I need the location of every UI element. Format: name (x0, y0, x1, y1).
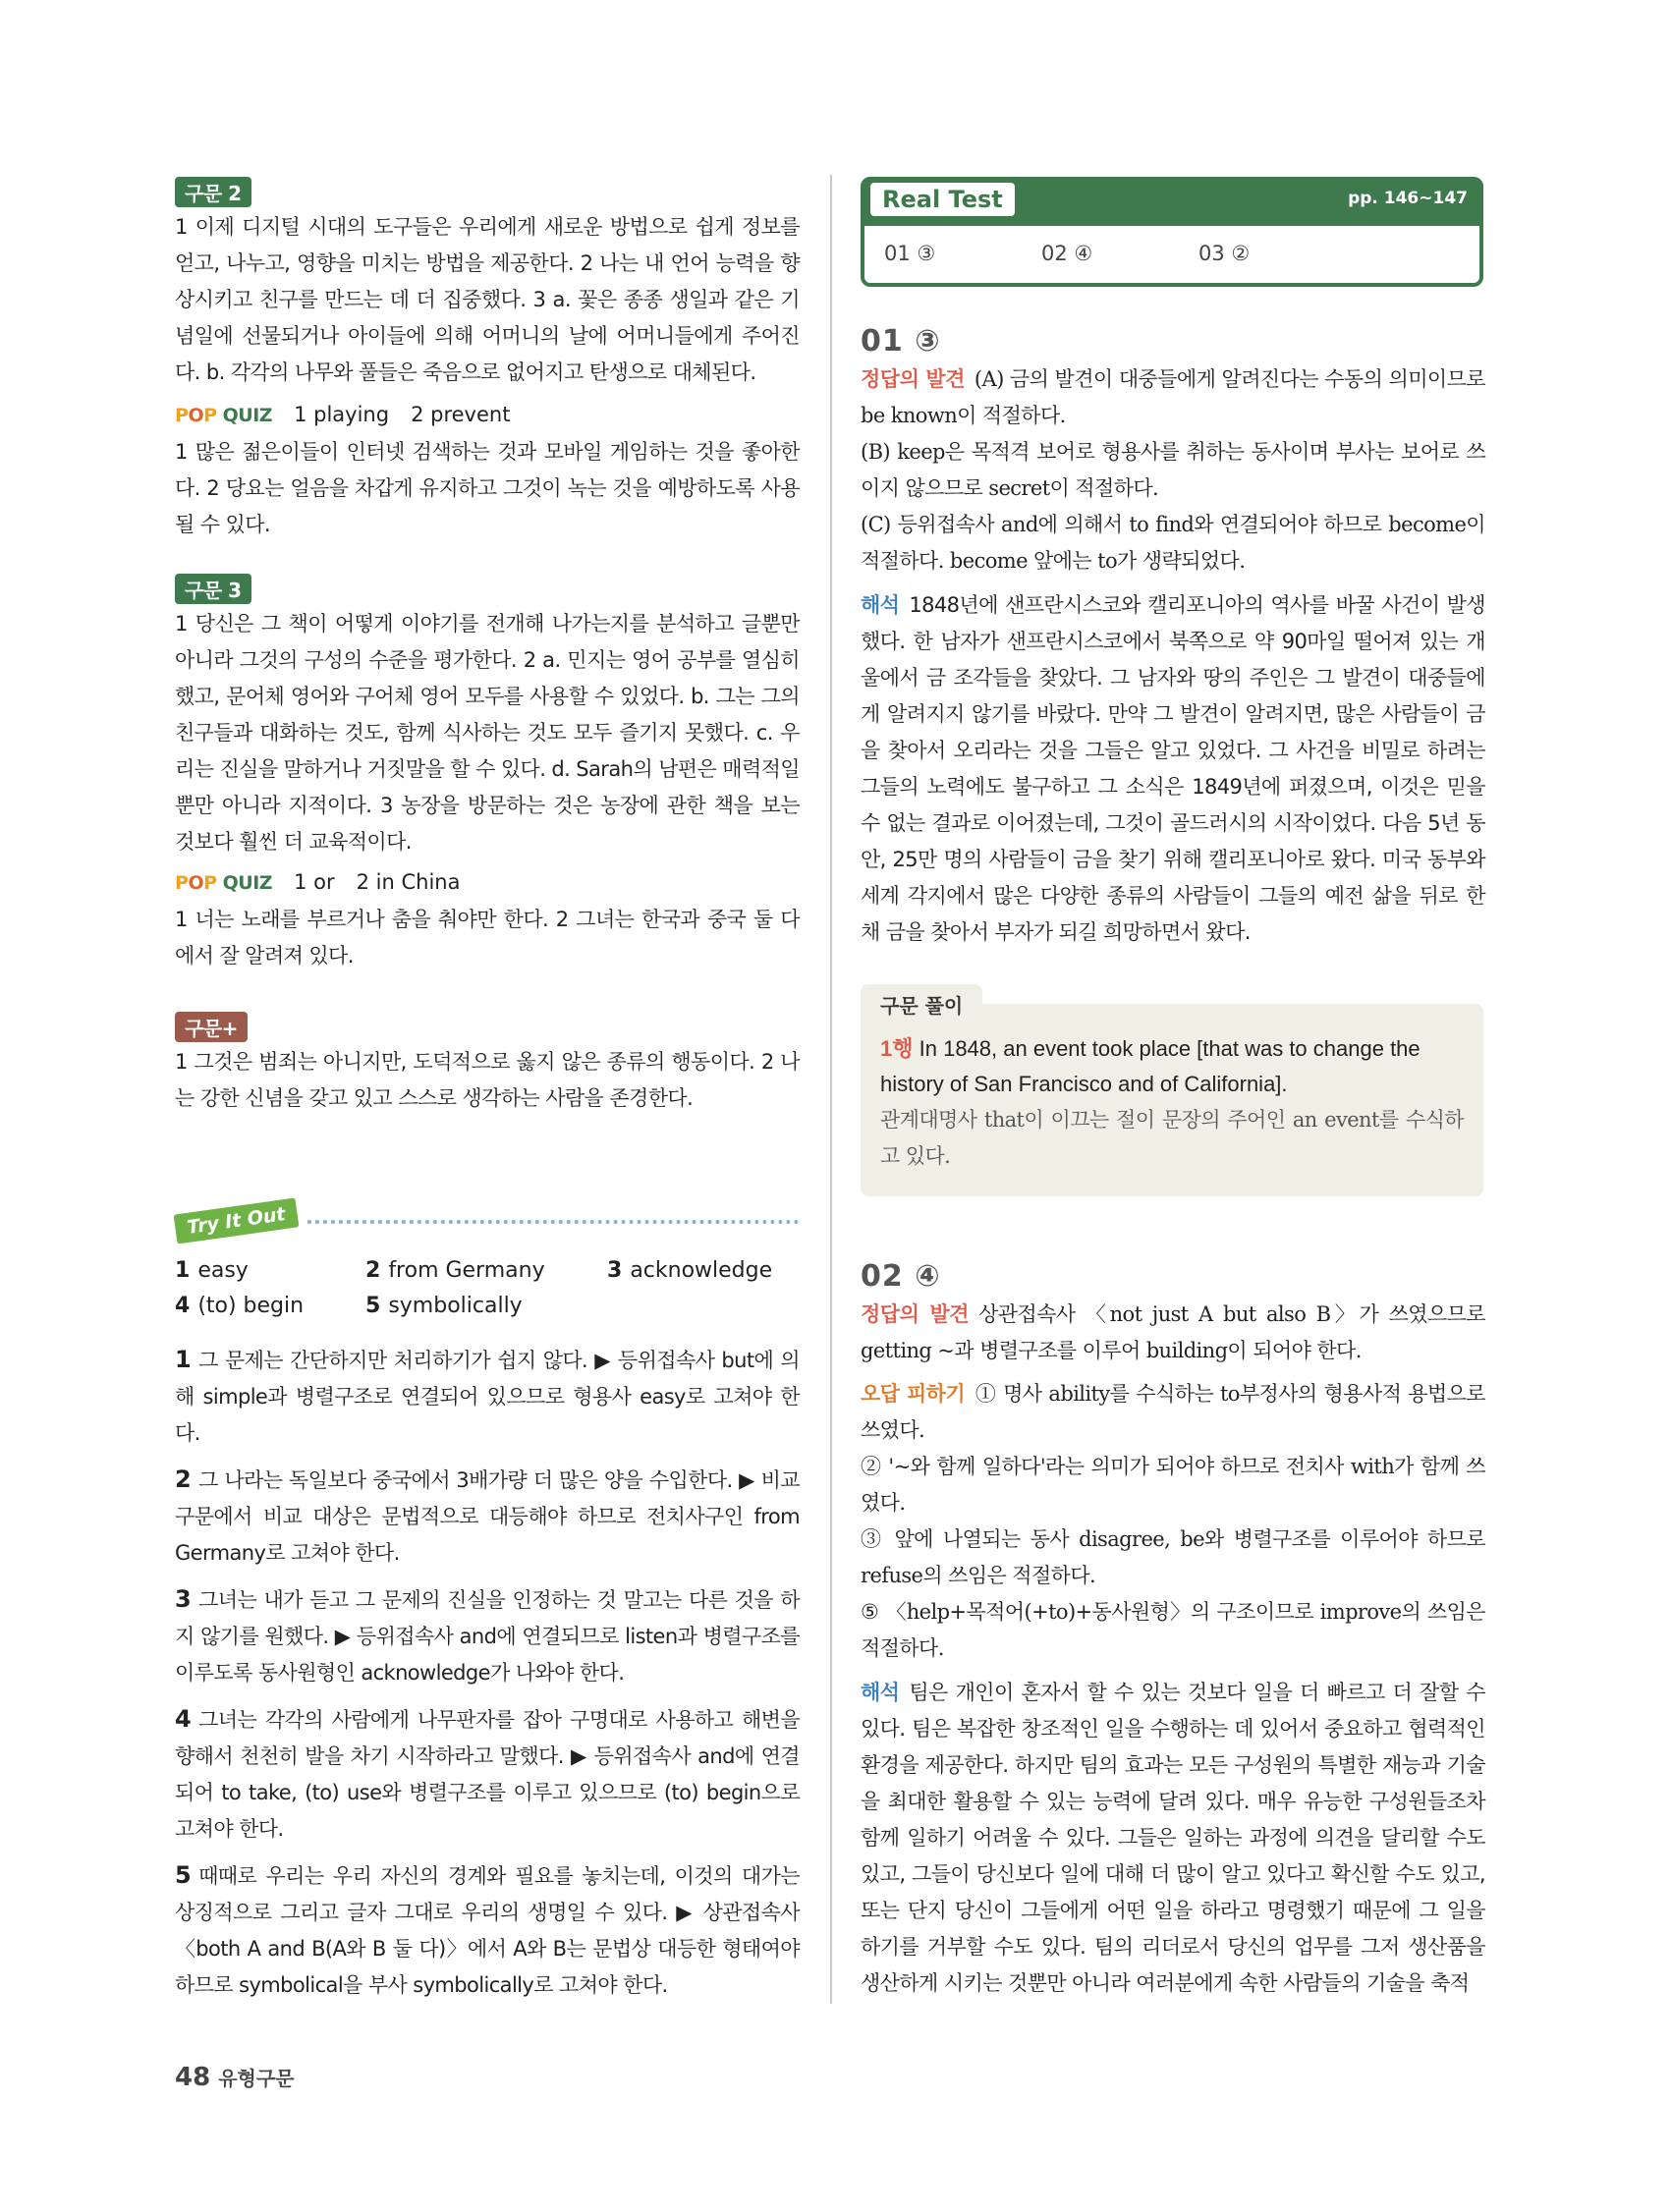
page-number: 48 (175, 2063, 211, 2092)
quiz-translation: 1 많은 젊은이들이 인터넷 검색하는 것과 모바일 게임하는 것을 좋아한다. 2 당요는 얼음을 차갑게 유지하고 그것이 녹는 것을 예방하도록 사용될 수 있다. (175, 440, 800, 536)
dotted-divider (307, 1220, 799, 1224)
answer-01: 01 ③ (884, 242, 936, 265)
answer-label: 정답의 발견 (861, 1301, 970, 1326)
translation: 해석 1848년에 샌프란시스코와 캘리포니아의 역사를 바꿀 사건이 발생했다. 한 남자가 샌프란시스코에서 북쪽으로 약 90마일 떨어져 있는 개울에서 금 조각들을 찾았다. 그 남자와 땅의 주인은 그 발견이 대중들에게 알려지지 않기를 바랐다. 만약 그 발견이 알려지면, 많은 사람들이 금을 찾아서 오리라는 것을 그들은 알고 있었다. 그 사건을 비밀로 하려는 그들의 노력에도 불구하고 그 소식은 1849년에 퍼졌으며, 이것은 믿을 수 없는 결과로 이어졌는데, 그것이 골드러시의 시작이었다. 다음 5년 동안, 25만 명의 사람들이 금을 찾기 위해 캘리포니아로 왔다. 미국 동부와 세계 각지에서 많은 다양한 종류의 사람들이 그들의 예전 삶을 뒤로 한 채 금을 찾아서 부자가 되길 희망하면서 왔다. (861, 593, 1485, 944)
wrong-1: 오답 피하기 ① 명사 ability를 수식하는 to부정사의 형용사적 용법으로 쓰였다. (861, 1381, 1485, 1442)
quiz-answer-1: 1 or (294, 870, 335, 894)
real-test-title: Real Test (870, 183, 1015, 216)
try-explanations (175, 1342, 800, 2004)
explanation-1: 1 그 문제는 간단하지만 처리하기가 쉽지 않다. ▶ 등위접속사 but에 의해 simple과 병렬구조로 연결되어 있으므로 형용사 easy로 고쳐야 한다. (175, 1346, 800, 1445)
wrong-2: ② '~와 함께 일하다'라는 의미가 되어야 하므로 전치사 with가 함께 쓰였다. (861, 1455, 1485, 1515)
question-01 (861, 324, 1485, 951)
book-title: 유형구문 (218, 2067, 295, 2090)
real-test-answers (884, 242, 1356, 265)
grammar-note-sentence: 1행 In 1848, an event took place [that was to change the history of San Francisco and of California]. (880, 1036, 1420, 1096)
section-tag: 구문 3 (175, 574, 251, 604)
answer-c: (C) 등위접속사 and에 의해서 to find와 연결되어야 하므로 become이 적절하다. become 앞에는 to가 생략되었다. (861, 513, 1485, 573)
explanation-5: 5 때때로 우리는 우리 자신의 경계와 필요를 놓치는데, 이것의 대가는 상징적으로 그리고 글자 그대로 우리의 생명일 수 있다. ▶ 상관접속사 〈both A and B(A와 B 둘 다)〉에서 A와 B는 문법상 대등한 형태여야 하므로 symbolical을 부사 symbolically로 고쳐야 한다. (175, 1861, 800, 1997)
try-it-out-header (175, 1198, 804, 1247)
real-test-header (861, 177, 1483, 226)
section-gumun-3 (175, 574, 800, 974)
answer: 정답의 발견 상관접속사 〈not just A but also B〉가 쓰였으므로 getting ~과 병렬구조를 이루어 building이 되어야 한다. (861, 1301, 1485, 1362)
translation-label: 해석 (861, 593, 900, 617)
wrong-3: ③ 앞에 나열되는 동사 disagree, be와 병렬구조를 이루어야 하므로 refuse의 쓰임은 적절하다. (861, 1527, 1485, 1587)
section-gumun-2 (175, 177, 800, 543)
section-text: 1 이제 디지털 시대의 도구들은 우리에게 새로운 방법으로 쉽게 정보를 얻고, 나누고, 영향을 미치는 방법을 제공한다. 2 나는 내 언어 능력을 향상시키고 친구를 만드는 데 더 집중했다. 3 a. 꽃은 종종 생일과 같은 기념일에 선물되거나 아이들에 의해 어머니의 날에 어머니들에게 주어진다. b. 각각의 나무와 풀들은 죽음으로 없어지고 탄생으로 대체된다. (175, 215, 800, 384)
grammar-note-explanation: 관계대명사 that이 이끄는 절이 문장의 주어인 an event를 수식하고 있다. (880, 1108, 1464, 1168)
quiz-answer-2: 2 in China (356, 870, 461, 894)
grammar-note-content (880, 1031, 1464, 1175)
answer-02: 02 ④ (1041, 242, 1093, 265)
section-gumun-plus (175, 1012, 800, 1117)
answer-b: (B) keep은 목적격 보어로 형용사를 취하는 동사이며 부사는 보어로 쓰이지 않으므로 secret이 적절하다. (861, 440, 1485, 500)
explanation-2: 2 그 나라는 독일보다 중국에서 3배가량 더 많은 양을 수입한다. ▶ 비교 구문에서 비교 대상은 문법적으로 대등해야 하므로 전치사구인 from Germany로 고쳐야 한다. (175, 1465, 800, 1565)
section-text: 1 그것은 범죄는 아니지만, 도덕적으로 옳지 않은 종류의 행동이다. 2 나는 강한 신념을 갖고 있고 스스로 생각하는 사람을 존경한다. (175, 1050, 800, 1110)
explanation-3: 3 그녀는 내가 듣고 그 문제의 진실을 인정하는 것 말고는 다른 것을 하지 않기를 원했다. ▶ 등위접속사 and에 연결되므로 listen과 병렬구조를 이루도록 동사원형인 acknowledge가 나와야 한다. (175, 1585, 800, 1685)
wrong-label: 오답 피하기 (861, 1381, 966, 1406)
question-02 (861, 1259, 1485, 2002)
grammar-note-tab: 구문 풀이 (861, 984, 982, 1021)
pop-quiz-logo: POP QUIZ (175, 405, 273, 426)
answer-a: 정답의 발견 (A) 금의 발견이 대중들에게 알려진다는 수동의 의미이므로 be known이 적절하다. (861, 366, 1485, 427)
translation-label: 해석 (861, 1681, 900, 1704)
answer-row: 4 (to) begin 5 symbolically (175, 1294, 523, 1318)
translation: 해석 팀은 개인이 혼자서 할 수 있는 것보다 일을 더 빠르고 더 잘할 수 있다. 팀은 복잡한 창조적인 일을 수행하는 데 있어서 중요하고 협력적인 환경을 제공한다. 하지만 팀의 효과는 모든 구성원의 특별한 재능과 기술을 최대한 활용할 수 있는 능력에 달려 있다. 매우 유능한 구성원들조차 함께 일하기 어려울 수 있다. 그들은 일하는 과정에 의견을 달리할 수도 있고, 그들이 당신보다 일에 대해 더 많이 알고 있다고 확신할 수도 있고, 또는 단지 당신이 그들에게 어떤 일을 하라고 명령했기 때문에 그 일을 하기를 거부할 수도 있다. 팀의 리더로서 당신의 업무를 그저 생산품을 생산하게 시키는 것뿐만 아니라 여러분에게 속한 사람들의 기술을 축적 (861, 1681, 1485, 1995)
question-heading: 01 ③ (861, 324, 941, 359)
wrong-5: ⑤ 〈help+목적어(+to)+동사원형〉의 구조이므로 improve의 쓰임은 적절하다. (861, 1600, 1485, 1660)
pop-quiz-logo: POP QUIZ (175, 872, 273, 894)
page-range: pp. 146~147 (1348, 189, 1468, 208)
answer-label: 정답의 발견 (861, 366, 965, 391)
answer-03: 03 ② (1198, 242, 1251, 265)
quiz-answer-1: 1 playing (294, 403, 390, 426)
section-text: 1 당신은 그 책이 어떻게 이야기를 전개해 나가는지를 분석하고 글뿐만 아니라 그것의 구성의 수준을 평가한다. 2 a. 민지는 영어 공부를 열심히 했고, 문어체 영어와 구어체 영어 모두를 사용할 수 있었다. b. 그는 그의 친구들과 대화하는 것도, 함께 식사하는 것도 모두 즐기지 못했다. c. 우리는 진실을 말하거나 거짓말을 할 수 있다. d. Sarah의 남편은 매력적일 뿐만 아니라 지적이다. 3 농장을 방문하는 것은 농장에 관한 책을 보는 것보다 훨씬 더 교육적이다. (175, 612, 800, 854)
pop-quiz-row (175, 397, 800, 434)
page-footer (175, 2063, 294, 2092)
quiz-translation: 1 너는 노래를 부르거나 춤을 춰야만 한다. 2 그녀는 한국과 중국 둘 다에서 잘 알려져 있다. (175, 908, 800, 968)
try-answers (175, 1253, 800, 1324)
section-tag: 구문+ (175, 1012, 248, 1042)
quiz-answer-2: 2 prevent (411, 403, 511, 426)
explanation-4: 4 그녀는 각각의 사람에게 나무판자를 잡아 구명대로 사용하고 해변을 향해서 천천히 발을 차기 시작하라고 말했다. ▶ 등위접속사 and에 연결되어 to take, (to) use와 병렬구조를 이루고 있으므로 (to) begin으로 고쳐야 한다. (175, 1705, 800, 1841)
try-it-out-badge: Try It Out (174, 1197, 300, 1244)
column-divider (830, 175, 832, 2004)
answer-row: 1 easy 2 from Germany 3 acknowledge (175, 1258, 773, 1283)
pop-quiz-row (175, 864, 800, 902)
section-tag: 구문 2 (175, 177, 251, 207)
question-heading: 02 ④ (861, 1259, 941, 1294)
real-test-box (861, 177, 1483, 287)
grammar-note-box (861, 994, 1483, 1196)
